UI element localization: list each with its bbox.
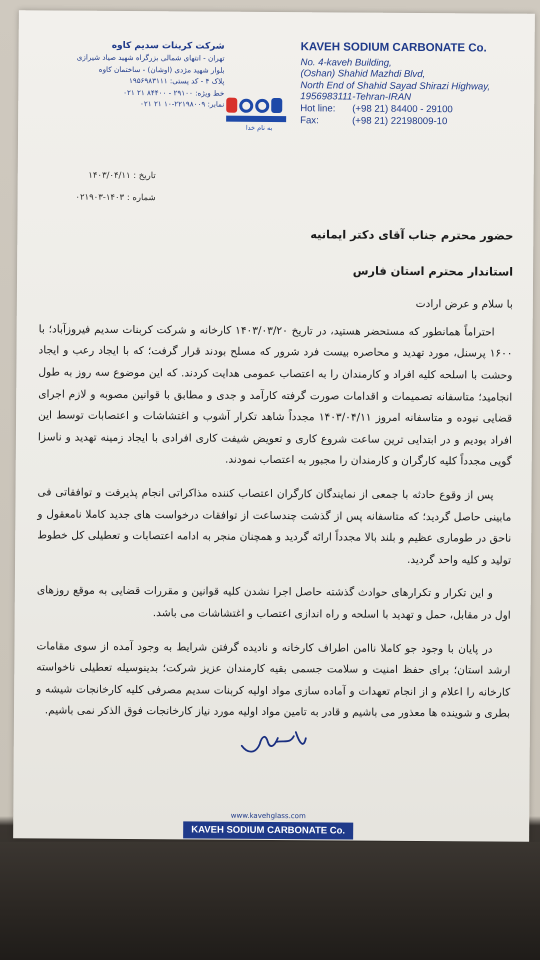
letter-meta xyxy=(46,164,156,209)
paragraph-3: و این تکرار و تکرارهای حوادث گذشته حاصل اجرا نشدن کلیه قوانین و مقررات قضایی به موقع روزهای اول در مقابل، حمل و تهدید با اسلحه و راه اندازی اعتصاب و اغتشاشات می باشد. xyxy=(36,584,511,622)
hotline-label: Hot line: xyxy=(300,103,336,115)
company-name-fa: شرکت کربنات سدیم کاوه xyxy=(111,40,225,52)
background-floor xyxy=(0,842,540,960)
number-line xyxy=(46,186,156,209)
fa-fax: نمابر: ۲۲۱۹۸۰۰۹-۱۰ ۲۱ ۰۲۱ xyxy=(140,99,225,109)
fa-hotline: خط ویژه: ۲۹۱۰۰ - ۸۴۴۰۰ ۲۱ ۰۲۱ xyxy=(123,87,225,98)
handwritten-signature xyxy=(238,724,308,758)
addressee-line-1: حضور محترم جناب آقای دکتر ایمانیه xyxy=(310,227,514,243)
address-line-3: North End of Shahid Sayad Shirazi Highway, xyxy=(300,79,491,93)
paragraph-2: پس از وقوع حادثه با جمعی از نمایندگان کارگران اعتصاب کننده مذاکراتی انجام پذیرفت و توافقاتی فی مابینی حاصل گردید؛ که متاسفانه پس از گذشت چندساعت از توافقات درخواست های جدید کاملا نامعقول و ناحق در طوماری عظیم و بلند بالا مجدداً ارائه گردید و همچنان منجر به ادامه اعتصابات و تعطیلی کل خطوط تولید و کلیه واحد گردید. xyxy=(37,486,512,567)
persian-letterhead xyxy=(74,41,224,110)
date-label: تاریخ : xyxy=(133,171,156,182)
paragraph-4: در پایان با وجود جو کاملا ناامن اطراف کارخانه و نادیده گرفتن شرایط به وجود آمده از سوی مقامات ارشد استان؛ برای حفظ امنیت و سلامت جسمی بقیه کارمندان عزیز شرکت؛ بدینوسیله تعطیلی ناخواسته کارخانه را اعلام و از انجام تعهدات و آماده سازی مواد اولیه کربنات سدیم مصرفی کلیه کارخانجات شیشه و بطری و شوینده ها معذور می باشیم و قادر به تامین مواد اولیه مورد نیاز کارخانجات فوق الذکر نمی باشیم. xyxy=(36,639,511,720)
fax-label: Fax: xyxy=(300,114,319,126)
footer-brand: KAVEH SODIUM CARBONATE Co. xyxy=(183,821,353,839)
paragraph-1: احتراماً همانطور که مستحضر هستید، در تاریخ ۱۴۰۳/۰۳/۲۰ کارخانه و شرکت کربنات سدیم فیروزآباد؛ با ۱۶۰۰ پرسنل، مورد تهدید و محاصره بیست فرد شرور که مسلح بودند قرار گرفت؛ که با ایجاد رعب و ایجاد وحشت با اسلحه کلیه افراد و کارمندان را به اعتصاب عمومی هدایت کردند. که این موضوع سه روز به طول انجامید؛ متاسفانه تصمیمات و اقدامات صورت گرفته کارآمد و جدی و مطابق با قوانین مصوبه و لازم اجرای قضایی نبوده و متاسفانه امروز ۱۴۰۳/۰۴/۱۱ مجدداً شاهد تکرار آشوب و اغتشاشات و اعتصابات توسط این افراد بودیم و در ابتدایی ترین ساعت شروع کاری و تعویض شیفت کاری افرادی با ایجاد زمینه تهدید و ناسزا گویی مجدداً کلیه کارگران و کارمندان را مجبور به اعتصاب نمودند. xyxy=(37,323,513,469)
fax-row xyxy=(300,115,532,128)
letter-footer xyxy=(183,811,353,839)
fax-value: (+98 21) 22198009-10 xyxy=(352,115,448,127)
address-line-1: No. 4-kaveh Building, xyxy=(300,56,392,69)
logo-bar xyxy=(226,116,286,122)
logo-ring xyxy=(239,98,253,112)
logo-subtitle: به نام خدا xyxy=(245,123,273,132)
number-label: شماره : xyxy=(126,192,156,204)
logo-blue-block xyxy=(271,98,282,113)
website-url: www.kavehglass.com xyxy=(230,811,306,821)
logo-ring-2 xyxy=(255,98,269,112)
letter-body xyxy=(36,222,513,725)
greeting: با سلام و عرض ارادت xyxy=(415,298,513,311)
hotline-value: (+98 21) 84400 - 29100 xyxy=(352,103,453,116)
date-line xyxy=(46,164,156,187)
date-value: ۱۴۰۳/۰۴/۱۱ xyxy=(88,170,131,181)
letter-paper xyxy=(13,10,535,842)
addressee-line-2: استاندار محترم استان فارس xyxy=(352,263,514,279)
fa-address-line-2: بلوار شهید مژدی (اوشان) - ساختمان کاوه xyxy=(98,64,225,75)
kaveh-logo xyxy=(226,98,292,140)
fa-address-line-3: پلاک ۴ - کد پستی: ۱۹۵۶۹۸۳۱۱۱ xyxy=(128,76,225,86)
logo-red-block xyxy=(226,98,237,113)
company-name-en: KAVEH SODIUM CARBONATE Co. xyxy=(300,41,487,55)
logo-mark xyxy=(226,98,292,113)
address-line-4: 1956983111-Tehran-IRAN xyxy=(300,91,412,104)
fa-address-line-1: تهران - انتهای شمالی بزرگراه شهید صیاد شیرازی xyxy=(76,53,225,64)
number-value: ۱۴۰۳-۰۲۱۹۰۳ xyxy=(75,192,125,203)
english-letterhead xyxy=(300,42,533,128)
address-line-2: (Oshan) Shahid Mazhdi Blvd, xyxy=(300,68,426,81)
